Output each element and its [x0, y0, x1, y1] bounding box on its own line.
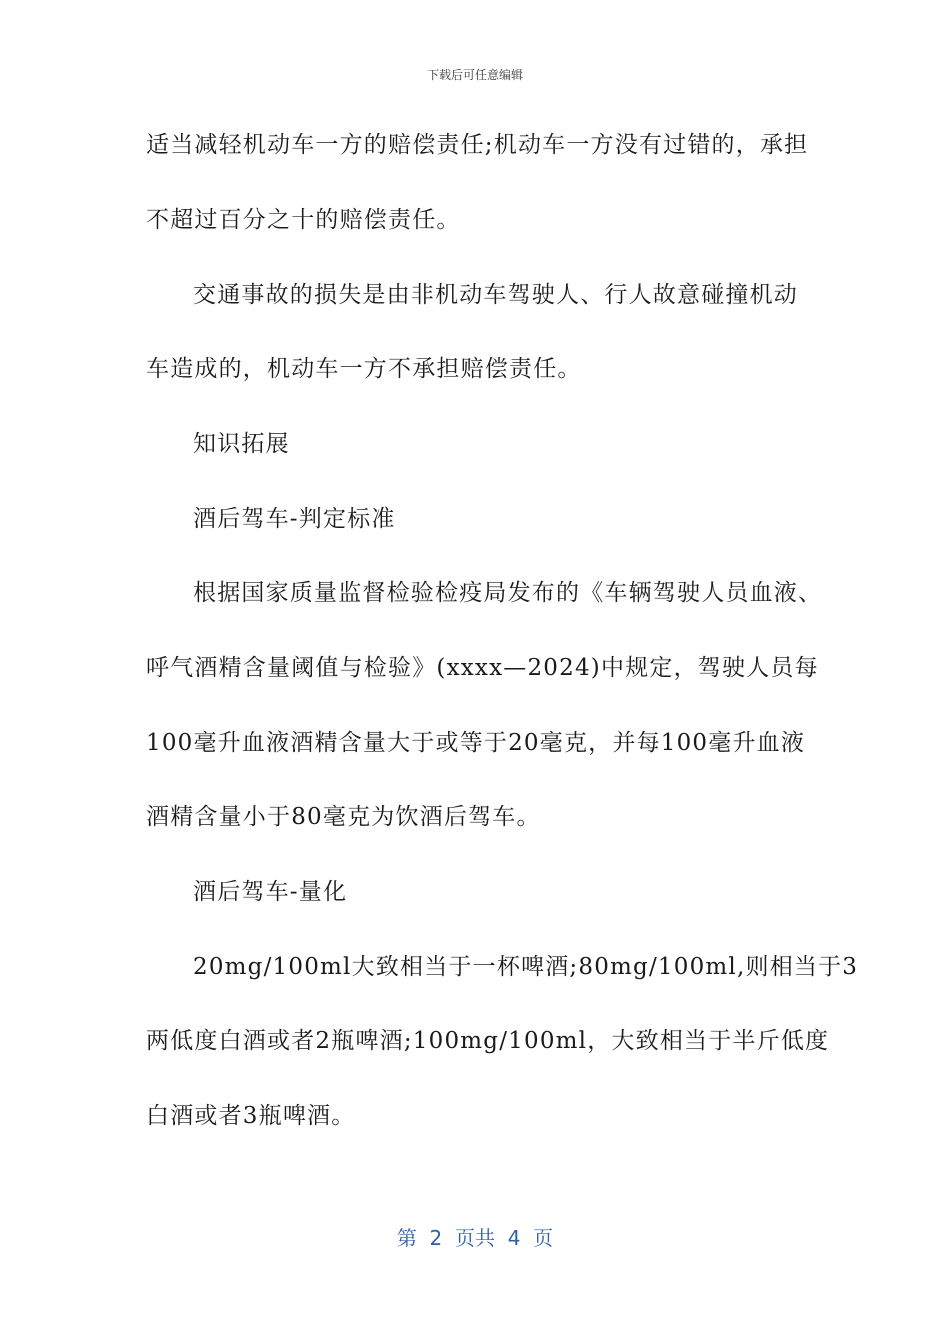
body-line: 车造成的，机动车一方不承担赔偿责任。: [146, 356, 582, 382]
section-heading: 酒后驾车-量化: [193, 879, 348, 905]
body-line: 根据国家质量监督检验检疫局发布的《车辆驾驶人员血液、: [193, 580, 823, 606]
body-line: 两低度白酒或者2瓶啤酒;100mg/100ml，大致相当于半斤低度: [146, 1028, 830, 1054]
section-heading: 知识拓展: [193, 431, 290, 457]
body-line: 交通事故的损失是由非机动车驾驶人、行人故意碰撞机动: [193, 282, 798, 308]
body-line: 20mg/100ml大致相当于一杯啤酒;80mg/100ml,则相当于3: [193, 954, 859, 980]
body-line: 100毫升血液酒精含量大于或等于20毫克，并每100毫升血液: [146, 730, 806, 756]
body-line: 适当减轻机动车一方的赔偿责任;机动车一方没有过错的，承担: [146, 132, 809, 158]
page-number-footer: 第 2 页共 4 页: [396, 1226, 554, 1250]
section-heading: 酒后驾车-判定标准: [193, 506, 396, 532]
body-line: 酒精含量小于80毫克为饮酒后驾车。: [146, 804, 541, 830]
page-header-note: 下载后可任意编辑: [426, 68, 523, 82]
body-line: 呼气酒精含量阈值与检验》(xxxx—2024)中规定，驾驶人员每: [146, 655, 819, 681]
body-line: 白酒或者3瓶啤酒。: [146, 1103, 356, 1129]
body-line: 不超过百分之十的赔偿责任。: [146, 207, 461, 233]
